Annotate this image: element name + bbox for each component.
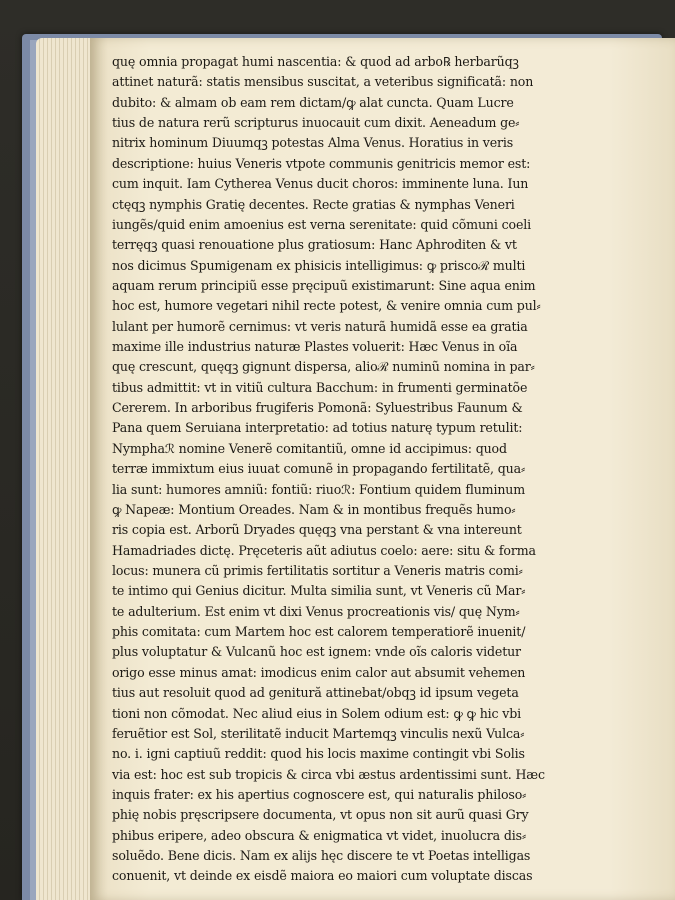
text-line: Cererem. In arboribus frugiferis Pomonã: Syluestribus Faunum & [112, 400, 523, 416]
text-line: te adulterium. Est enim vt dixi Venus procreationis vis/ quę Nym⸗ [112, 603, 520, 619]
page-edges [36, 38, 96, 900]
text-line: phię nobis pręscripsere documenta, vt opus non sit aurũ quasi Gry [112, 807, 529, 823]
text-line: conuenit, vt deinde ex eisdẽ maiora eo maiori cum voluptate discas [112, 868, 533, 884]
text-line: quę omnia propagat humi nascentia: & quod ad arbo℞ herbarũqꝫ [112, 54, 519, 69]
text-line: no. i. igni captiuũ reddit: quod his locis maxime contingit vbi Solis [112, 746, 525, 762]
text-line: nos dicimus Spumigenam ex phisicis intelligimus: ꝙ priscoℛ multi [112, 257, 526, 273]
text-line: quę crescunt, quęqꝫ gignunt dispersa, alioℛ numinũ nomina in par⸗ [112, 359, 535, 375]
text-line: descriptione: huius Veneris vtpote communis genitricis memor est: [112, 155, 531, 171]
text-line: attinet naturã: statis mensibus suscitat, a veteribus significatã: non [112, 74, 534, 90]
text-line: te intimo qui Genius dicitur. Multa similia sunt, vt Veneris cũ Mar⸗ [112, 583, 526, 599]
text-line: dubito: & almam ob eam rem dictam/ꝙ alat cuncta. Quam Lucre [112, 94, 514, 110]
text-line: terræ immixtum eius iuuat comunẽ in propagando fertilitatẽ, qua⸗ [112, 461, 526, 477]
text-line: ris copia est. Arborũ Dryades quęqꝫ vna perstant & vna intereunt [112, 522, 522, 538]
text-line: lia sunt: humores amniũ: fontiũ: riuoℛ: Fontium quidem fluminum [112, 481, 526, 497]
text-line: Nymphaℛ nomine Venerẽ comitantiũ, omne id accipimus: quod [112, 440, 507, 456]
text-line: cum inquit. Iam Cytherea Venus ducit choros: imminente luna. Iun [112, 176, 529, 192]
text-line: plus voluptatur & Vulcanũ hoc est ignem: vnde oĩs caloris videtur [112, 644, 521, 660]
text-line: origo esse minus amat: imodicus enim calor aut absumit vehemen [112, 664, 526, 680]
text-line: ctęqꝫ nymphis Gratię decentes. Recte gratias & nymphas Veneri [112, 196, 515, 212]
text-line: maxime ille industrius naturæ Plastes voluerit: Hæc Venus in oĩa [112, 339, 518, 355]
text-line: tioni non cõmodat. Nec aliud eius in Solem odium est: ꝙ ꝙ hic vbi [112, 705, 522, 721]
text-line: via est: hoc est sub tropicis & circa vbi æstus ardentissimi sunt. Hæc [112, 766, 545, 782]
text-line: tius aut resoluit quod ad genitură attinebat/obqꝫ id ipsum vegeta [112, 685, 519, 701]
text-line: Pana quem Seruiana interpretatio: ad totius naturę typum retulit: [112, 420, 523, 436]
text-line: Hamadriades dictę. Pręceteris aũt adiutus coelo: aere: situ & forma [112, 542, 536, 558]
text-line: tius de natura rerũ scripturus inuocauit cum dixit. Aeneadum ge⸗ [112, 115, 520, 131]
text-line: lulant per humorẽ cernimus: vt veris naturã humidã esse ea gratia [112, 318, 528, 334]
text-line: aquam rerum principiũ esse pręcipuũ existimarunt: Sine aqua enim [112, 277, 536, 293]
text-line: phibus eripere, adeo obscura & enigmatica vt videt, inuolucra dis⸗ [112, 827, 527, 843]
text-line: ꝙ Napeæ: Montium Oreades. Nam & in montibus frequẽs humo⸗ [112, 501, 516, 517]
text-line: feruẽtior est Sol, sterilitatẽ inducit Martemqꝫ vinculis nexũ Vulca⸗ [112, 725, 525, 741]
text-line: inquis frater: ex his apertius cognoscere est, qui naturalis philoso⸗ [112, 786, 527, 802]
text-line: tibus admittit: vt in vitiũ cultura Bacchum: in frumenti germinatõe [112, 379, 528, 395]
text-block [112, 52, 560, 887]
text-line: nitrix hominum Diuumqꝫ potestas Alma Venus. Horatius in veris [112, 135, 514, 151]
text-line: iungẽs/quid enim amoenius est verna serenitate: quid cõmuni coeli [112, 216, 532, 232]
text-line: phis comitata: cum Martem hoc est calorem temperatiorẽ inuenit/ [112, 624, 526, 640]
text-line: terręqꝫ quasi renouatione plus gratiosum: Hanc Aphroditen & vt [112, 237, 517, 253]
text-line: soluẽdo. Bene dicis. Nam ex alijs hęc discere te vt Poetas intelligas [112, 848, 531, 864]
text-line: hoc est, humore vegetari nihil recte potest, & venire omnia cum pul⸗ [112, 298, 541, 314]
text-line: locus: munera cũ primis fertilitatis sortitur a Veneris matris comi⸗ [112, 562, 523, 578]
